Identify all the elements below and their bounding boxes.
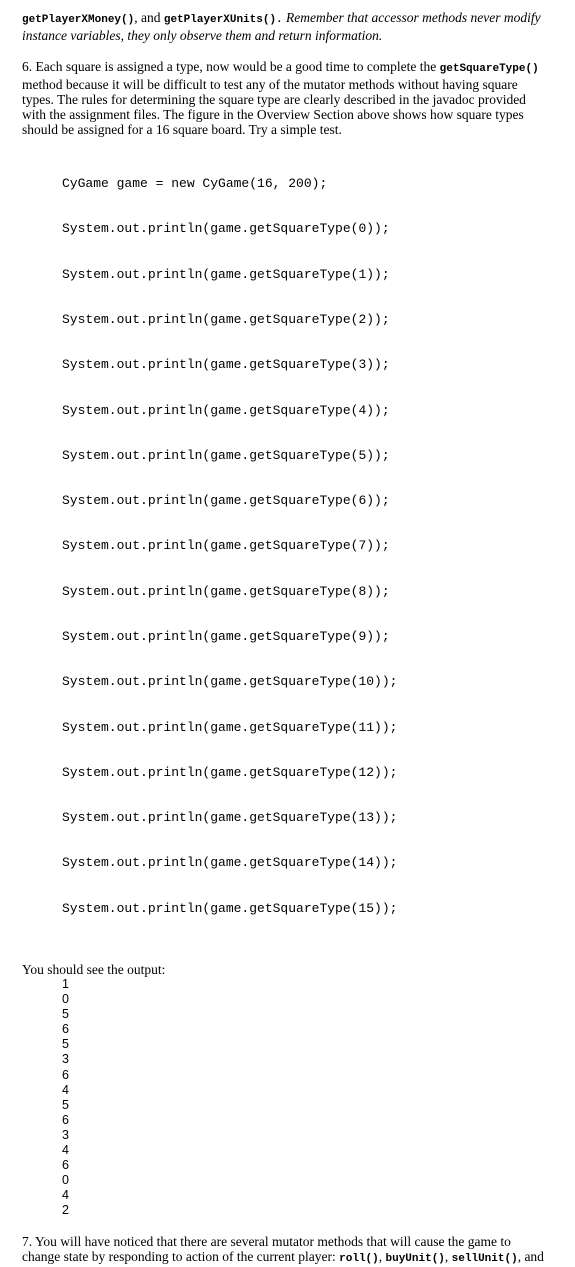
step-6-line-4: with the assignment files. The figure in the Overview Section above shows how square types xyxy=(22,107,524,122)
output-item: 5 xyxy=(62,1037,69,1052)
intro-joiner: , and xyxy=(134,10,164,25)
code-line: System.out.println(game.getSquareType(13)); xyxy=(62,810,398,826)
step-7-paragraph xyxy=(22,1234,562,1267)
code-line: System.out.println(game.getSquareType(10)); xyxy=(62,674,398,690)
code-line: System.out.println(game.getSquareType(15)); xyxy=(62,900,398,916)
step-6-line-1-text: 6. Each square is assigned a type, now would be a good time to complete the xyxy=(22,59,440,74)
intro-note-line-2: instance variables, they only observe them and return information. xyxy=(22,28,383,43)
step-6-line-1 xyxy=(22,59,562,77)
step-6-line-3: types. The rules for determining the square type are clearly described in the javadoc provided xyxy=(22,92,526,107)
code-line: System.out.println(game.getSquareType(4)); xyxy=(62,402,390,418)
method-name-buy-unit: buyUnit() xyxy=(385,1253,445,1266)
code-line: System.out.println(game.getSquareType(14)); xyxy=(62,855,398,871)
output-item: 0 xyxy=(62,1173,69,1188)
output-item: 1 xyxy=(62,976,69,991)
output-item: 3 xyxy=(62,1052,69,1067)
step-6-paragraph xyxy=(22,59,562,137)
code-line: System.out.println(game.getSquareType(9)); xyxy=(62,629,390,644)
code-line: System.out.println(game.getSquareType(12)); xyxy=(62,764,398,780)
output-item: 5 xyxy=(62,1097,69,1112)
code-line: System.out.println(game.getSquareType(2)); xyxy=(62,312,390,328)
intro-note-line-1: Remember that accessor methods never modify xyxy=(282,10,541,25)
code-line: CyGame game = new CyGame(16, 200); xyxy=(62,176,328,192)
step-6-line-2: method because it will be difficult to test any of the mutator methods without having square xyxy=(22,77,518,92)
output-item: 2 xyxy=(62,1203,69,1218)
code-line: System.out.println(game.getSquareType(0)); xyxy=(62,221,390,237)
step-7-sep-1: , xyxy=(378,1249,386,1265)
code-line: System.out.println(game.getSquareType(3)); xyxy=(62,357,390,373)
output-list xyxy=(62,977,562,1219)
intro-text xyxy=(22,10,562,28)
method-name-get-player-x-money: getPlayerXMoney() xyxy=(22,14,135,26)
code-line: System.out.println(game.getSquareType(5)); xyxy=(62,447,390,463)
output-item: 6 xyxy=(62,1067,69,1082)
step-6-line-5: should be assigned for a 16 square board. Try a simple test. xyxy=(22,122,342,137)
output-item: 0 xyxy=(62,992,69,1007)
step-7-line-2-text: change state by responding to action of the current player: xyxy=(22,1249,340,1265)
output-item: 6 xyxy=(62,1112,69,1127)
step-7-sep-2: , xyxy=(444,1249,452,1265)
step-7-line-2 xyxy=(22,1249,562,1267)
step-7-tail: , and xyxy=(517,1249,544,1265)
method-name-get-player-x-units: getPlayerXUnits(). xyxy=(163,14,283,26)
method-name-get-square-type: getSquareType() xyxy=(439,63,539,75)
output-item: 6 xyxy=(62,1158,69,1173)
output-label: You should see the output: xyxy=(22,961,166,977)
method-name-roll: roll() xyxy=(339,1253,379,1266)
code-line: System.out.println(game.getSquareType(1)); xyxy=(62,266,390,282)
document-page xyxy=(22,10,562,1267)
output-item: 6 xyxy=(62,1022,69,1037)
output-item: 4 xyxy=(62,1082,69,1097)
output-item: 3 xyxy=(62,1127,69,1142)
code-line: System.out.println(game.getSquareType(8)); xyxy=(62,583,390,599)
code-block xyxy=(62,146,562,946)
output-item: 4 xyxy=(62,1188,69,1203)
code-line: System.out.println(game.getSquareType(7)); xyxy=(62,538,390,554)
output-item: 5 xyxy=(62,1007,69,1022)
code-line: System.out.println(game.getSquareType(6)); xyxy=(62,493,390,509)
code-line: System.out.println(game.getSquareType(11)); xyxy=(62,719,398,735)
method-name-sell-unit: sellUnit() xyxy=(451,1253,518,1266)
step-7-line-1: 7. You will have noticed that there are several mutator methods that will cause the game to xyxy=(22,1234,511,1250)
output-item: 4 xyxy=(62,1143,69,1157)
